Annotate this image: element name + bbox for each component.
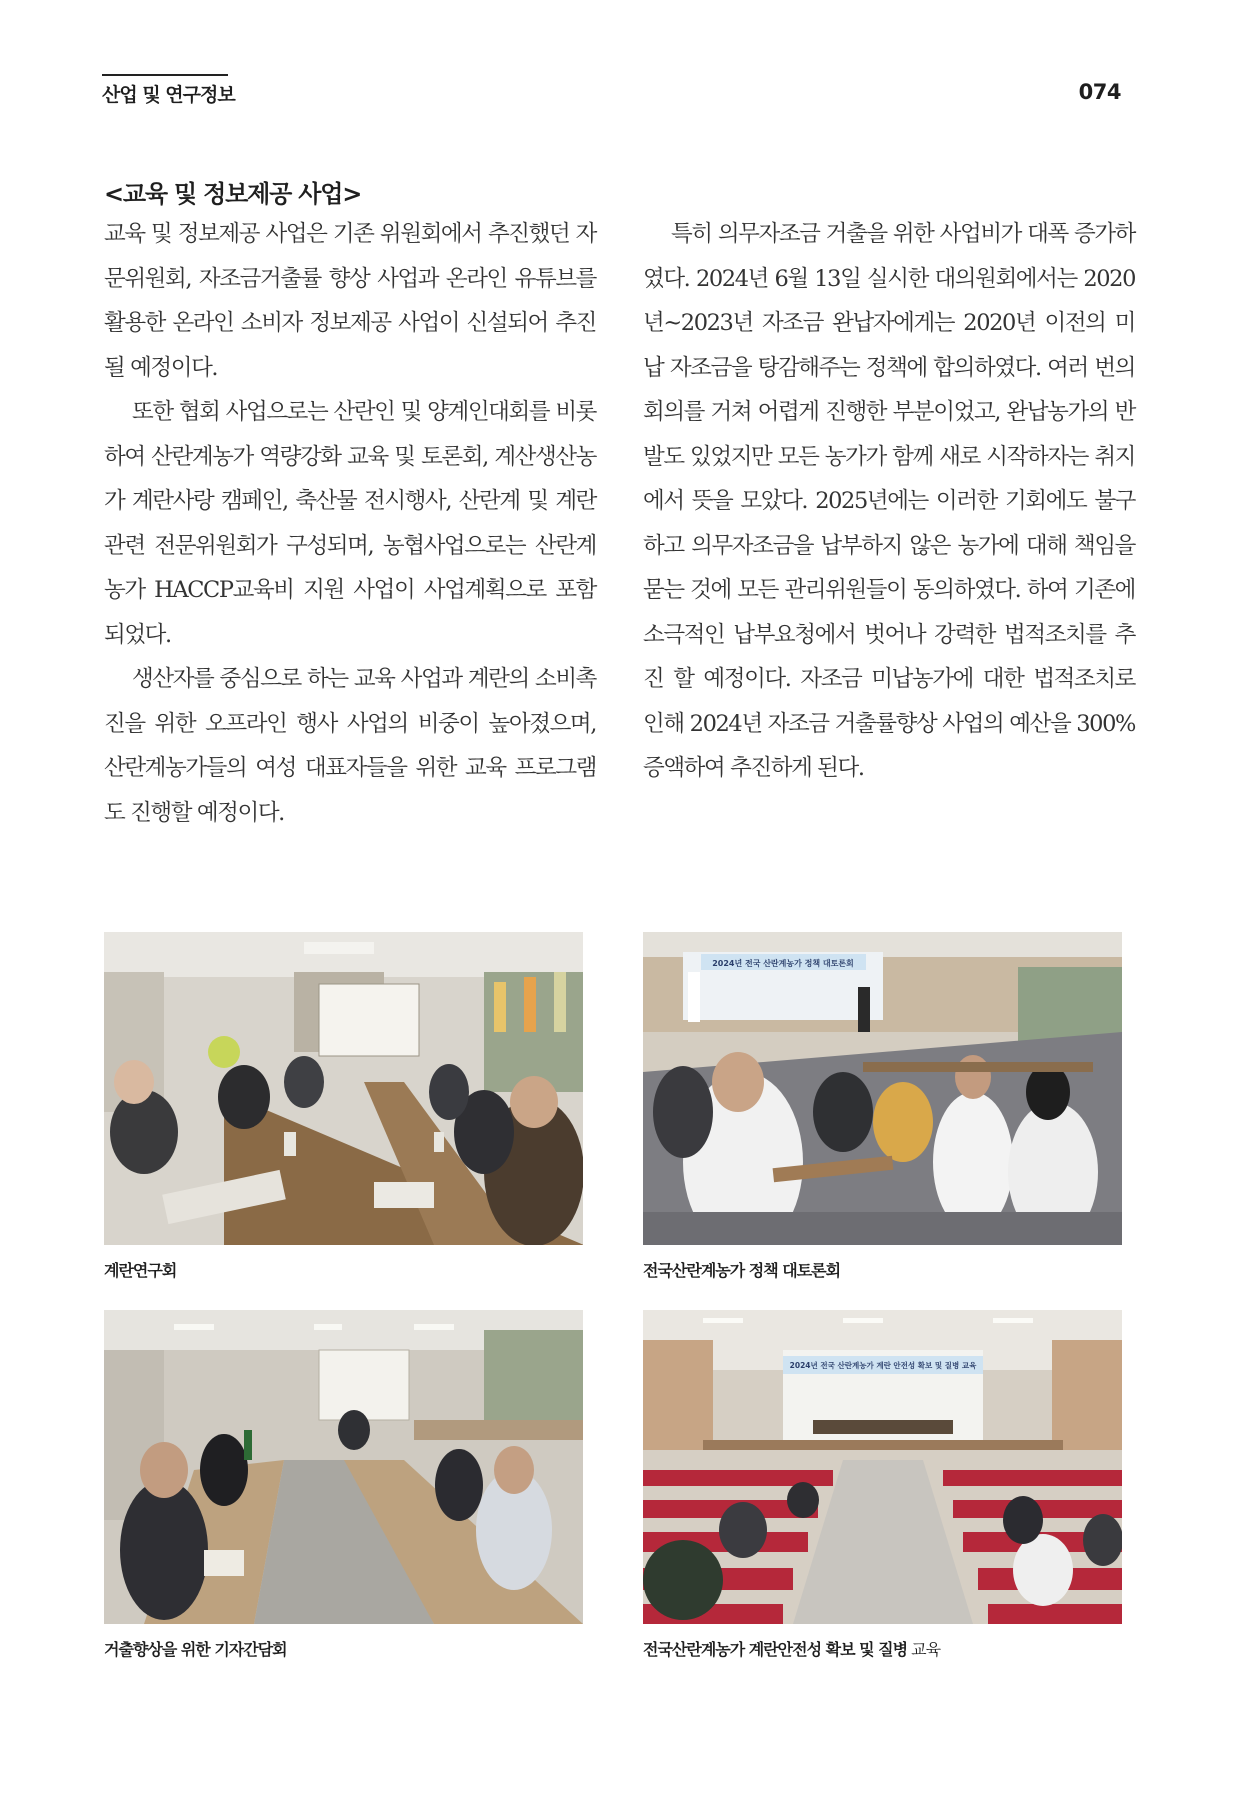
- article-left-column: [104, 212, 596, 835]
- section-title: 산업 및 연구정보: [102, 84, 235, 106]
- header-rule: [102, 74, 228, 76]
- page-number: 074: [1078, 80, 1121, 104]
- paragraph: 특히 의무자조금 거출을 위한 사업비가 대폭 증가하였다. 2024년 6월 13일 실시한 대의원회에서는 2020년~2023년 자조금 완납자에게는 2020년 이전의 미납 자조금을 탕감해주는 정책에 합의하였다. 여러 번의 회의를 거쳐 어렵게 진행한 부분이었고, 완납농가의 반발도 있었지만 모든 농가가 함께 새로 시작하자는 취지에서 뜻을 모았다. 2025년에는 이러한 기회에도 불구하고 의무자조금을 납부하지 않은 농가에 대해 책임을 묻는 것에 모든 관리위원들이 동의하였다. 하여 기존에 소극적인 납부요청에서 벗어나 강력한 법적조치를 추진 할 예정이다. 자조금 미납농가에 대한 법적조치로 인해 2024년 자조금 거출률향상 사업의 예산을 300% 증액하여 추진하게 된다.: [643, 221, 1135, 781]
- paragraph: 또한 협회 사업으로는 산란인 및 양계인대회를 비롯하여 산란계농가 역량강화 교육 및 토론회, 계산생산농가 계란사랑 캠페인, 축산물 전시행사, 산란계 및 계란관련 전문위원회가 구성되며, 농협사업으로는 산란계농가 HACCP교육비 지원 사업이 사업계획으로 포함되었다.: [104, 399, 596, 648]
- photo-caption: 거출향상을 위한 기자간담회: [104, 1640, 287, 1659]
- paragraph: 생산자를 중심으로 하는 교육 사업과 계란의 소비촉진을 위한 오프라인 행사 사업의 비중이 높아졌으며, 산란계농가들의 여성 대표자들을 위한 교육 프로그램도 진행할 예정이다.: [104, 666, 596, 826]
- photo-policy-forum: [643, 932, 1122, 1245]
- education-banner: 2024년 전국 산란계농가 계란 안전성 확보 및 질병 교육: [789, 1361, 977, 1370]
- caption-bold: 전국산란계농가 계란안전성 확보 및 질병: [643, 1640, 908, 1659]
- photo-press-meeting: [104, 1310, 583, 1624]
- caption-light: 교육: [907, 1640, 941, 1659]
- forum-banner: 2024년 전국 산란계농가 정책 대토론회: [712, 959, 854, 968]
- photo-research-meeting: [104, 932, 583, 1245]
- article-heading: <교육 및 정보제공 사업>: [104, 180, 362, 208]
- photo-caption: 계란연구회: [104, 1261, 177, 1280]
- article-right-column: [643, 212, 1135, 791]
- photo-caption: [643, 1637, 940, 1660]
- photo-caption: 전국산란계농가 정책 대토론회: [643, 1261, 841, 1280]
- paragraph: 교육 및 정보제공 사업은 기존 위원회에서 추진했던 자문위원회, 자조금거출률 향상 사업과 온라인 유튜브를 활용한 온라인 소비자 정보제공 사업이 신설되어 추진 될 예정이다.: [104, 221, 596, 381]
- photo-safety-education: [643, 1310, 1122, 1624]
